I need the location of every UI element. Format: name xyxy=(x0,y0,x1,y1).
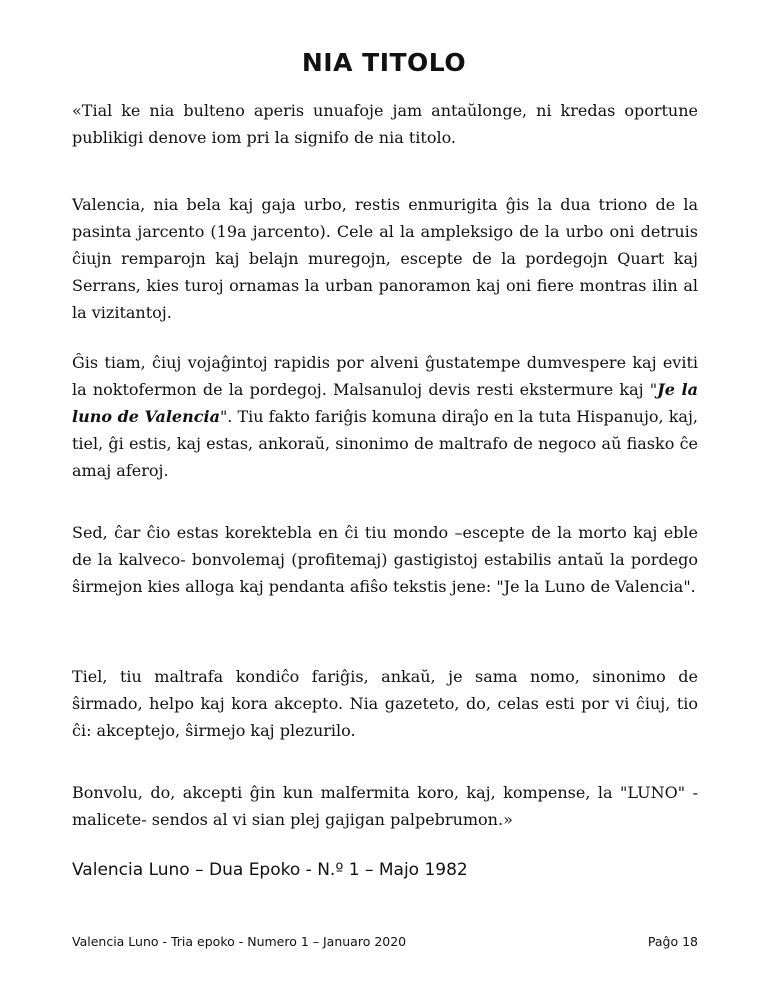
paragraph-saying-before: Ĝis tiam, ĉiuj vojaĝintoj rapidis por alveni ĝustatempe dumvespere kaj eviti la noktofermon de la pordegoj. Malsanuloj devis resti ekstermure kaj " xyxy=(72,353,698,399)
paragraph-shelter: Sed, ĉar ĉio estas korektebla en ĉi tiu mondo –escepte de la morto kaj eble de la kalveco- bonvolemaj (profitemaj) gastigistoj estabilis antaŭ la pordego ŝirmejon kies alloga kaj pendanta afiŝo tekstis jene: "Je la Luno de Valencia". xyxy=(72,523,698,596)
source-citation: Valencia Luno – Dua Epoko - N.º 1 – Majo 1982 xyxy=(72,860,468,880)
paragraph-saying xyxy=(72,349,698,484)
saying-emphasis: Je la luno de Valencia xyxy=(72,380,699,426)
paragraph-intro: «Tial ke nia bulteno aperis unuafoje jam antaŭlonge, ni kredas oportune publikigi denove iom pri la signifo de nia titolo. xyxy=(72,101,698,147)
paragraph-history: Valencia, nia bela kaj gaja urbo, restis enmurigita ĝis la dua triono de la pasinta jarcento (19a jarcento). Cele al la ampleksigo de la urbo oni detruis ĉiujn remparojn kaj belajn muregojn, escepte de la pordegojn Quart kaj Serrans, kies turoj ornamas la urban panoramon kaj oni fiere montras ilin al la vizitantoj. xyxy=(72,195,698,322)
footer-publication: Valencia Luno - Tria epoko - Numero 1 – Januaro 2020 xyxy=(72,934,407,949)
page-footer xyxy=(72,934,698,949)
paragraph-meaning: Tiel, tiu maltrafa kondiĉo fariĝis, ankaŭ, je sama nomo, sinonimo de ŝirmado, helpo kaj kora akcepto. Nia gazeteto, do, celas esti por vi ĉiuj, tio ĉi: akceptejo, ŝirmejo kaj plezurilo. xyxy=(72,667,698,740)
footer-page-number: Paĝo 18 xyxy=(647,934,698,949)
paragraph-closing: Bonvolu, do, akcepti ĝin kun malfermita koro, kaj, kompense, la "LUNO" -malicete- sendos al vi sian plej gajigan palpebrumon.» xyxy=(72,783,698,829)
paragraph-saying-after: ". Tiu fakto fariĝis komuna diraĵo en la tuta Hispanujo, kaj, tiel, ĝi estis, kaj estas, ankoraŭ, sinonimo de maltrafo de negoco aŭ fiasko ĉe amaj aferoj. xyxy=(72,407,698,480)
page-title: NIA TITOLO xyxy=(301,48,467,77)
